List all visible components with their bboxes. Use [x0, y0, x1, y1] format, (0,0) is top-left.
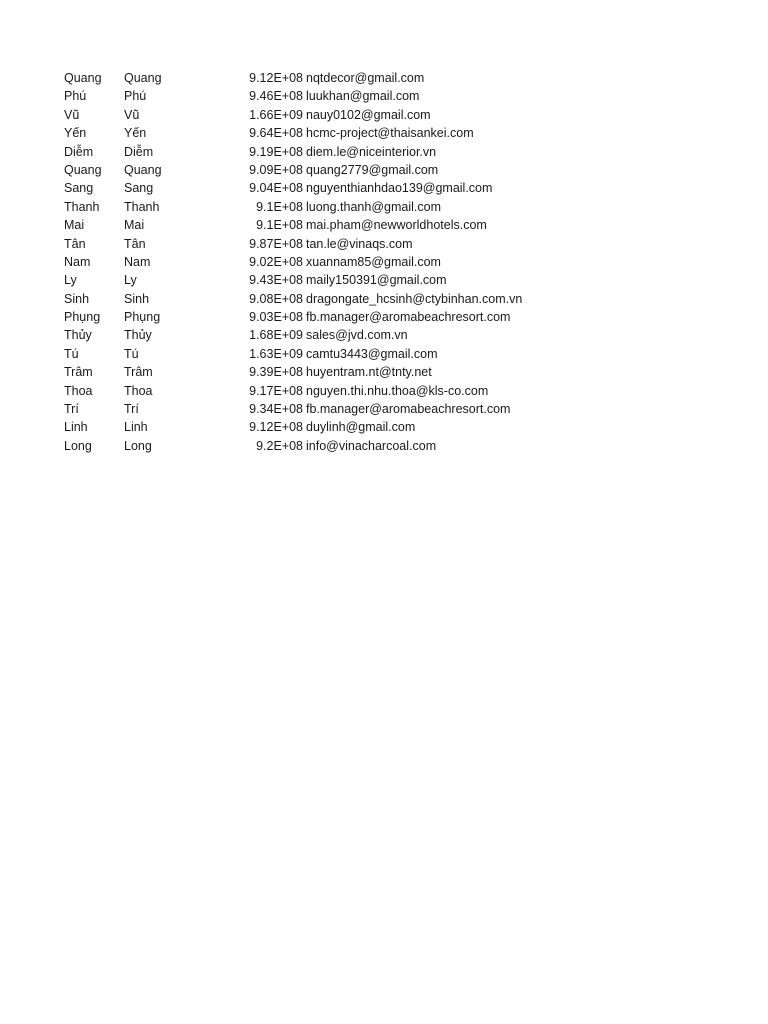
email-cell: xuannam85@gmail.com: [306, 254, 441, 269]
second-name-cell: Tú: [124, 346, 139, 361]
email-cell: camtu3443@gmail.com: [306, 346, 438, 361]
first-name-cell: Thanh: [64, 199, 100, 214]
table-row: [64, 143, 744, 161]
number-cell: 9.39E+08: [249, 365, 303, 380]
table-row: [64, 253, 744, 271]
second-name-cell: Ly: [124, 273, 137, 288]
table-row: [64, 271, 744, 289]
first-name-cell: Diễm: [64, 144, 94, 159]
first-name-cell: Yến: [64, 126, 87, 141]
second-name-cell: Vũ: [124, 107, 140, 122]
first-name-cell: Sinh: [64, 291, 90, 306]
second-name-cell: Trâm: [124, 365, 153, 380]
spreadsheet-page: [64, 69, 744, 455]
number-cell: 1.66E+09: [249, 107, 303, 122]
number-cell: 9.02E+08: [249, 254, 303, 269]
number-cell: 1.68E+09: [249, 328, 303, 343]
email-cell: fb.manager@aromabeachresort.com: [306, 402, 511, 417]
number-cell: 9.19E+08: [249, 144, 303, 159]
email-cell: sales@jvd.com.vn: [306, 328, 408, 343]
second-name-cell: Mai: [124, 218, 145, 233]
email-cell: nauy0102@gmail.com: [306, 107, 431, 122]
number-cell: 9.04E+08: [249, 181, 303, 196]
second-name-cell: Trí: [124, 402, 139, 417]
second-name-cell: Linh: [124, 420, 148, 435]
table-row: [64, 69, 744, 87]
table-row: [64, 290, 744, 308]
table-row: [64, 418, 744, 436]
email-cell: hcmc-project@thaisankei.com: [306, 126, 474, 141]
email-cell: diem.le@niceinterior.vn: [306, 144, 437, 159]
email-cell: dragongate_hcsinh@ctybinhan.com.vn: [306, 291, 523, 306]
number-cell: 9.87E+08: [249, 236, 303, 251]
first-name-cell: Thoa: [64, 383, 93, 398]
table-row: [64, 363, 744, 381]
first-name-cell: Mai: [64, 218, 85, 233]
email-cell: nguyen.thi.nhu.thoa@kls-co.com: [306, 383, 489, 398]
table-row: [64, 216, 744, 234]
number-cell: 9.12E+08: [249, 420, 303, 435]
first-name-cell: Quang: [64, 71, 102, 85]
table-row: [64, 106, 744, 124]
email-cell: luong.thanh@gmail.com: [306, 199, 441, 214]
table-row: [64, 326, 744, 344]
number-cell: 1.63E+09: [249, 346, 303, 361]
number-cell: 9.09E+08: [249, 162, 303, 177]
first-name-cell: Trí: [64, 402, 79, 417]
second-name-cell: Yến: [124, 126, 147, 141]
first-name-cell: Phụng: [64, 310, 101, 325]
first-name-cell: Thủy: [64, 328, 92, 343]
first-name-cell: Nam: [64, 254, 91, 269]
email-cell: info@vinacharcoal.com: [306, 438, 437, 453]
email-cell: luukhan@gmail.com: [306, 89, 420, 104]
first-name-cell: Tân: [64, 236, 86, 251]
table-row: [64, 235, 744, 253]
number-cell: 9.1E+08: [256, 199, 303, 214]
email-cell: mai.pham@newworldhotels.com: [306, 218, 487, 233]
table-row: [64, 400, 744, 418]
first-name-cell: Tú: [64, 346, 79, 361]
second-name-cell: Long: [124, 438, 152, 453]
email-cell: tan.le@vinaqs.com: [306, 236, 413, 251]
number-cell: 9.2E+08: [256, 438, 303, 453]
table-row: [64, 345, 744, 363]
table-row: [64, 179, 744, 197]
second-name-cell: Diễm: [124, 144, 154, 159]
number-cell: 9.46E+08: [249, 89, 303, 104]
first-name-cell: Linh: [64, 420, 88, 435]
second-name-cell: Sang: [124, 181, 154, 196]
number-cell: 9.17E+08: [249, 383, 303, 398]
table-row: [64, 198, 744, 216]
second-name-cell: Sinh: [124, 291, 150, 306]
email-cell: quang2779@gmail.com: [306, 162, 439, 177]
table-row: [64, 87, 744, 105]
number-cell: 9.43E+08: [249, 273, 303, 288]
second-name-cell: Tân: [124, 236, 146, 251]
second-name-cell: Thoa: [124, 383, 153, 398]
table-row: [64, 124, 744, 142]
first-name-cell: Trâm: [64, 365, 93, 380]
first-name-cell: Long: [64, 438, 92, 453]
email-cell: huyentram.nt@tnty.net: [306, 365, 432, 380]
second-name-cell: Quang: [124, 71, 162, 85]
number-cell: 9.03E+08: [249, 310, 303, 325]
second-name-cell: Nam: [124, 254, 151, 269]
first-name-cell: Sang: [64, 181, 94, 196]
number-cell: 9.1E+08: [256, 218, 303, 233]
email-cell: fb.manager@aromabeachresort.com: [306, 310, 511, 325]
table-row: [64, 382, 744, 400]
email-cell: nqtdecor@gmail.com: [306, 71, 425, 85]
table-row: [64, 161, 744, 179]
table-row: [64, 437, 744, 455]
number-cell: 9.64E+08: [249, 126, 303, 141]
first-name-cell: Vũ: [64, 107, 80, 122]
email-cell: nguyenthianhdao139@gmail.com: [306, 181, 493, 196]
second-name-cell: Phụng: [124, 310, 161, 325]
first-name-cell: Quang: [64, 162, 102, 177]
email-cell: duylinh@gmail.com: [306, 420, 416, 435]
number-cell: 9.12E+08: [249, 71, 303, 85]
table-row: [64, 308, 744, 326]
second-name-cell: Thanh: [124, 199, 160, 214]
number-cell: 9.34E+08: [249, 402, 303, 417]
first-name-cell: Phú: [64, 89, 87, 104]
number-cell: 9.08E+08: [249, 291, 303, 306]
second-name-cell: Phú: [124, 89, 147, 104]
email-cell: maily150391@gmail.com: [306, 273, 447, 288]
first-name-cell: Ly: [64, 273, 77, 288]
second-name-cell: Quang: [124, 162, 162, 177]
second-name-cell: Thủy: [124, 328, 152, 343]
